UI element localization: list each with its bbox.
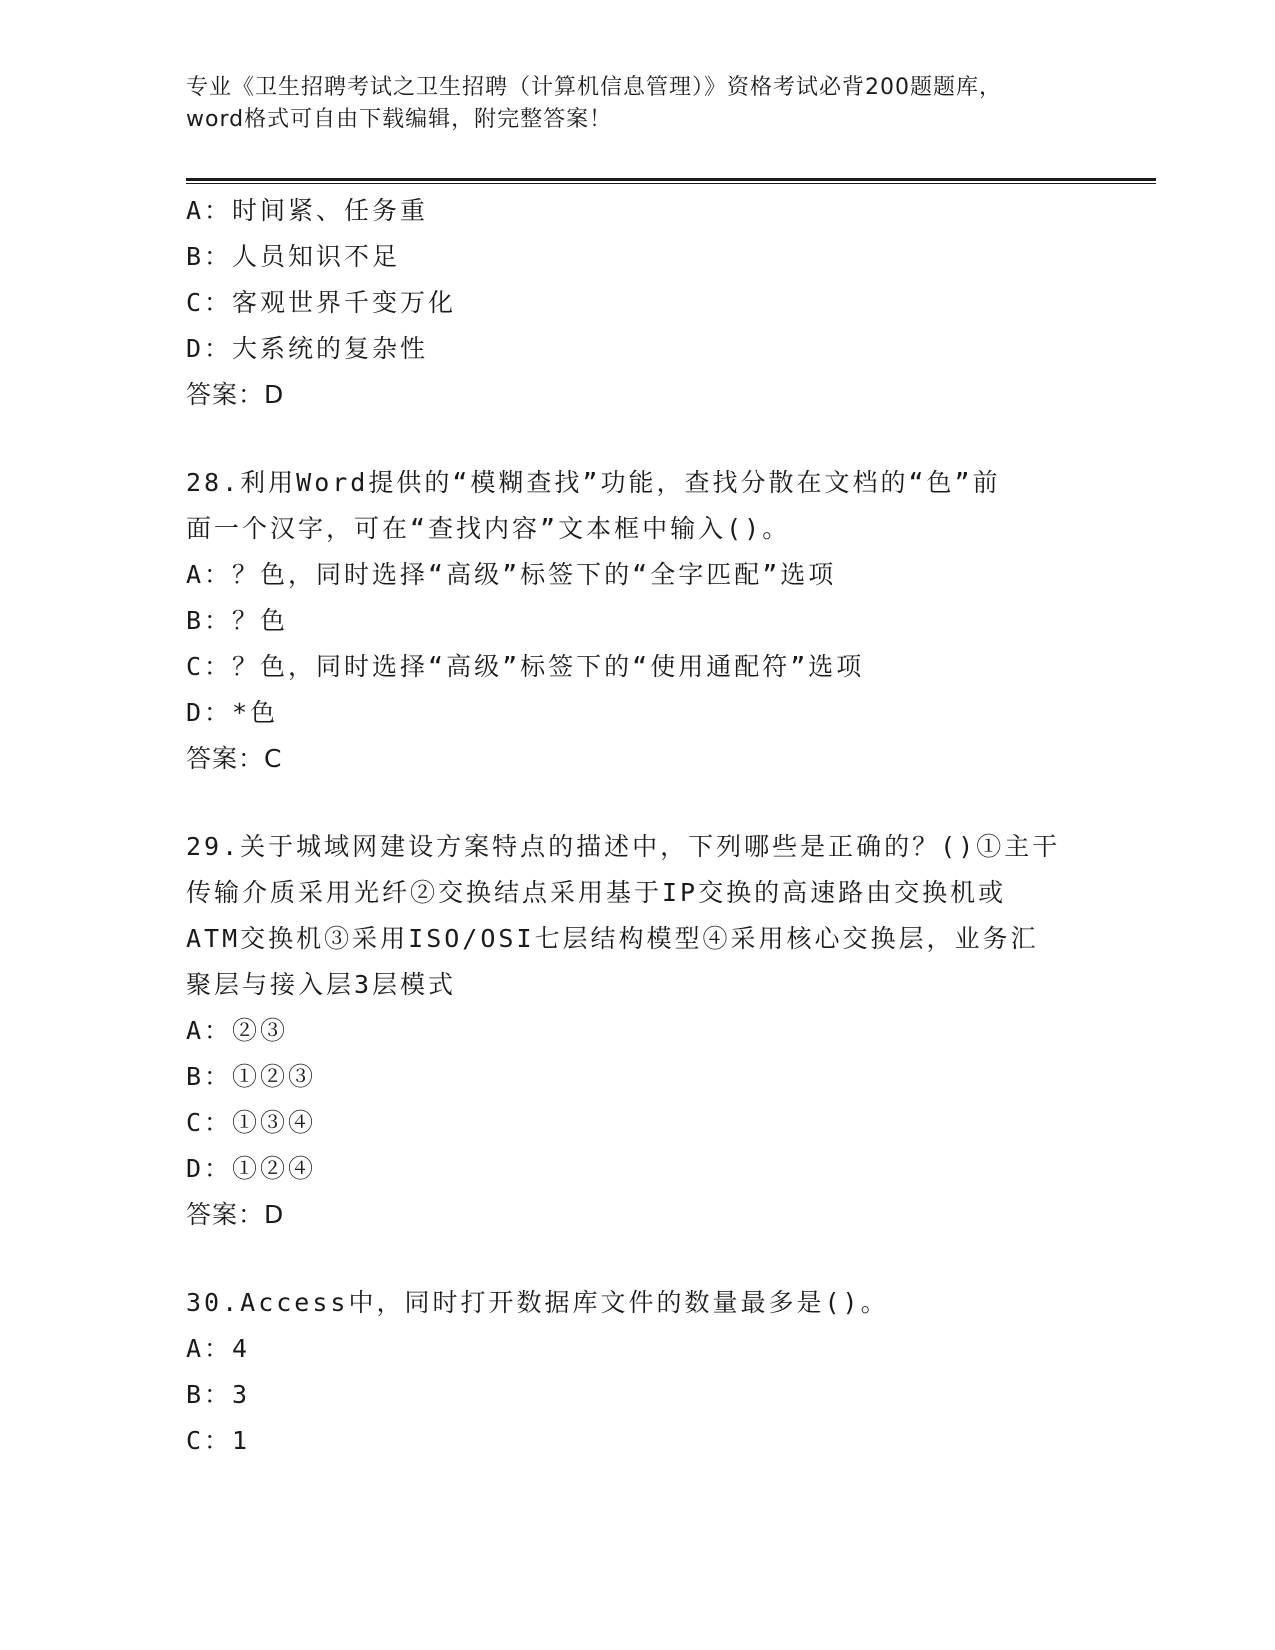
- question-28: [186, 460, 1086, 782]
- question-stem-line: 29.关于城域网建设方案特点的描述中，下列哪些是正确的？()①主干: [186, 832, 1061, 861]
- option-d: D：①②④: [186, 1154, 317, 1183]
- option-b: B：？色: [186, 606, 289, 635]
- question-stem-line: ATM交换机③采用ISO/OSI七层结构模型④采用核心交换层，业务汇: [186, 924, 1039, 953]
- header-line-1: 专业《卫生招聘考试之卫生招聘（计算机信息管理）》资格考试必背200题题库，: [186, 75, 1002, 100]
- option-c: C：1: [186, 1426, 251, 1455]
- spacer: [186, 418, 1086, 460]
- option-d: D：大系统的复杂性: [186, 334, 429, 363]
- question-stem-line: 30.Access中，同时打开数据库文件的数量最多是()。: [186, 1288, 889, 1317]
- question-stem-line: 传输介质采用光纤②交换结点采用基于IP交换的高速路由交换机或: [186, 878, 1007, 907]
- option-a: A：②③: [186, 1016, 289, 1045]
- question-stem-line: 28.利用Word提供的“模糊查找”功能，查找分散在文档的“色”前: [186, 468, 1001, 497]
- question-29: [186, 824, 1086, 1238]
- option-c: C：①③④: [186, 1108, 317, 1137]
- option-c: C：？色，同时选择“高级”标签下的“使用通配符”选项: [186, 652, 865, 681]
- option-c: C：客观世界千变万化: [186, 288, 457, 317]
- question-stem-line: 面一个汉字，可在“查找内容”文本框中输入()。: [186, 514, 791, 543]
- option-b: B：3: [186, 1380, 251, 1409]
- answer-line: 答案：C: [186, 744, 283, 773]
- option-b: B：人员知识不足: [186, 242, 401, 271]
- header-line-2: word格式可自由下载编辑，附完整答案！: [186, 107, 613, 132]
- question-27: [186, 188, 1086, 418]
- header-divider-thick: [186, 178, 1156, 181]
- question-stem-line: 聚层与接入层3层模式: [186, 970, 457, 999]
- option-a: A：时间紧、任务重: [186, 196, 429, 225]
- option-a: A：4: [186, 1334, 251, 1363]
- spacer: [186, 1238, 1086, 1280]
- option-d: D：*色: [186, 698, 279, 727]
- answer-line: 答案：D: [186, 380, 285, 409]
- question-list: [186, 188, 1086, 1464]
- question-30: [186, 1280, 1086, 1464]
- header-divider-thin: [186, 183, 1156, 184]
- spacer: [186, 782, 1086, 824]
- document-header: [186, 72, 1086, 136]
- option-b: B：①②③: [186, 1062, 317, 1091]
- option-a: A：？色，同时选择“高级”标签下的“全字匹配”选项: [186, 560, 837, 589]
- answer-line: 答案：D: [186, 1200, 285, 1229]
